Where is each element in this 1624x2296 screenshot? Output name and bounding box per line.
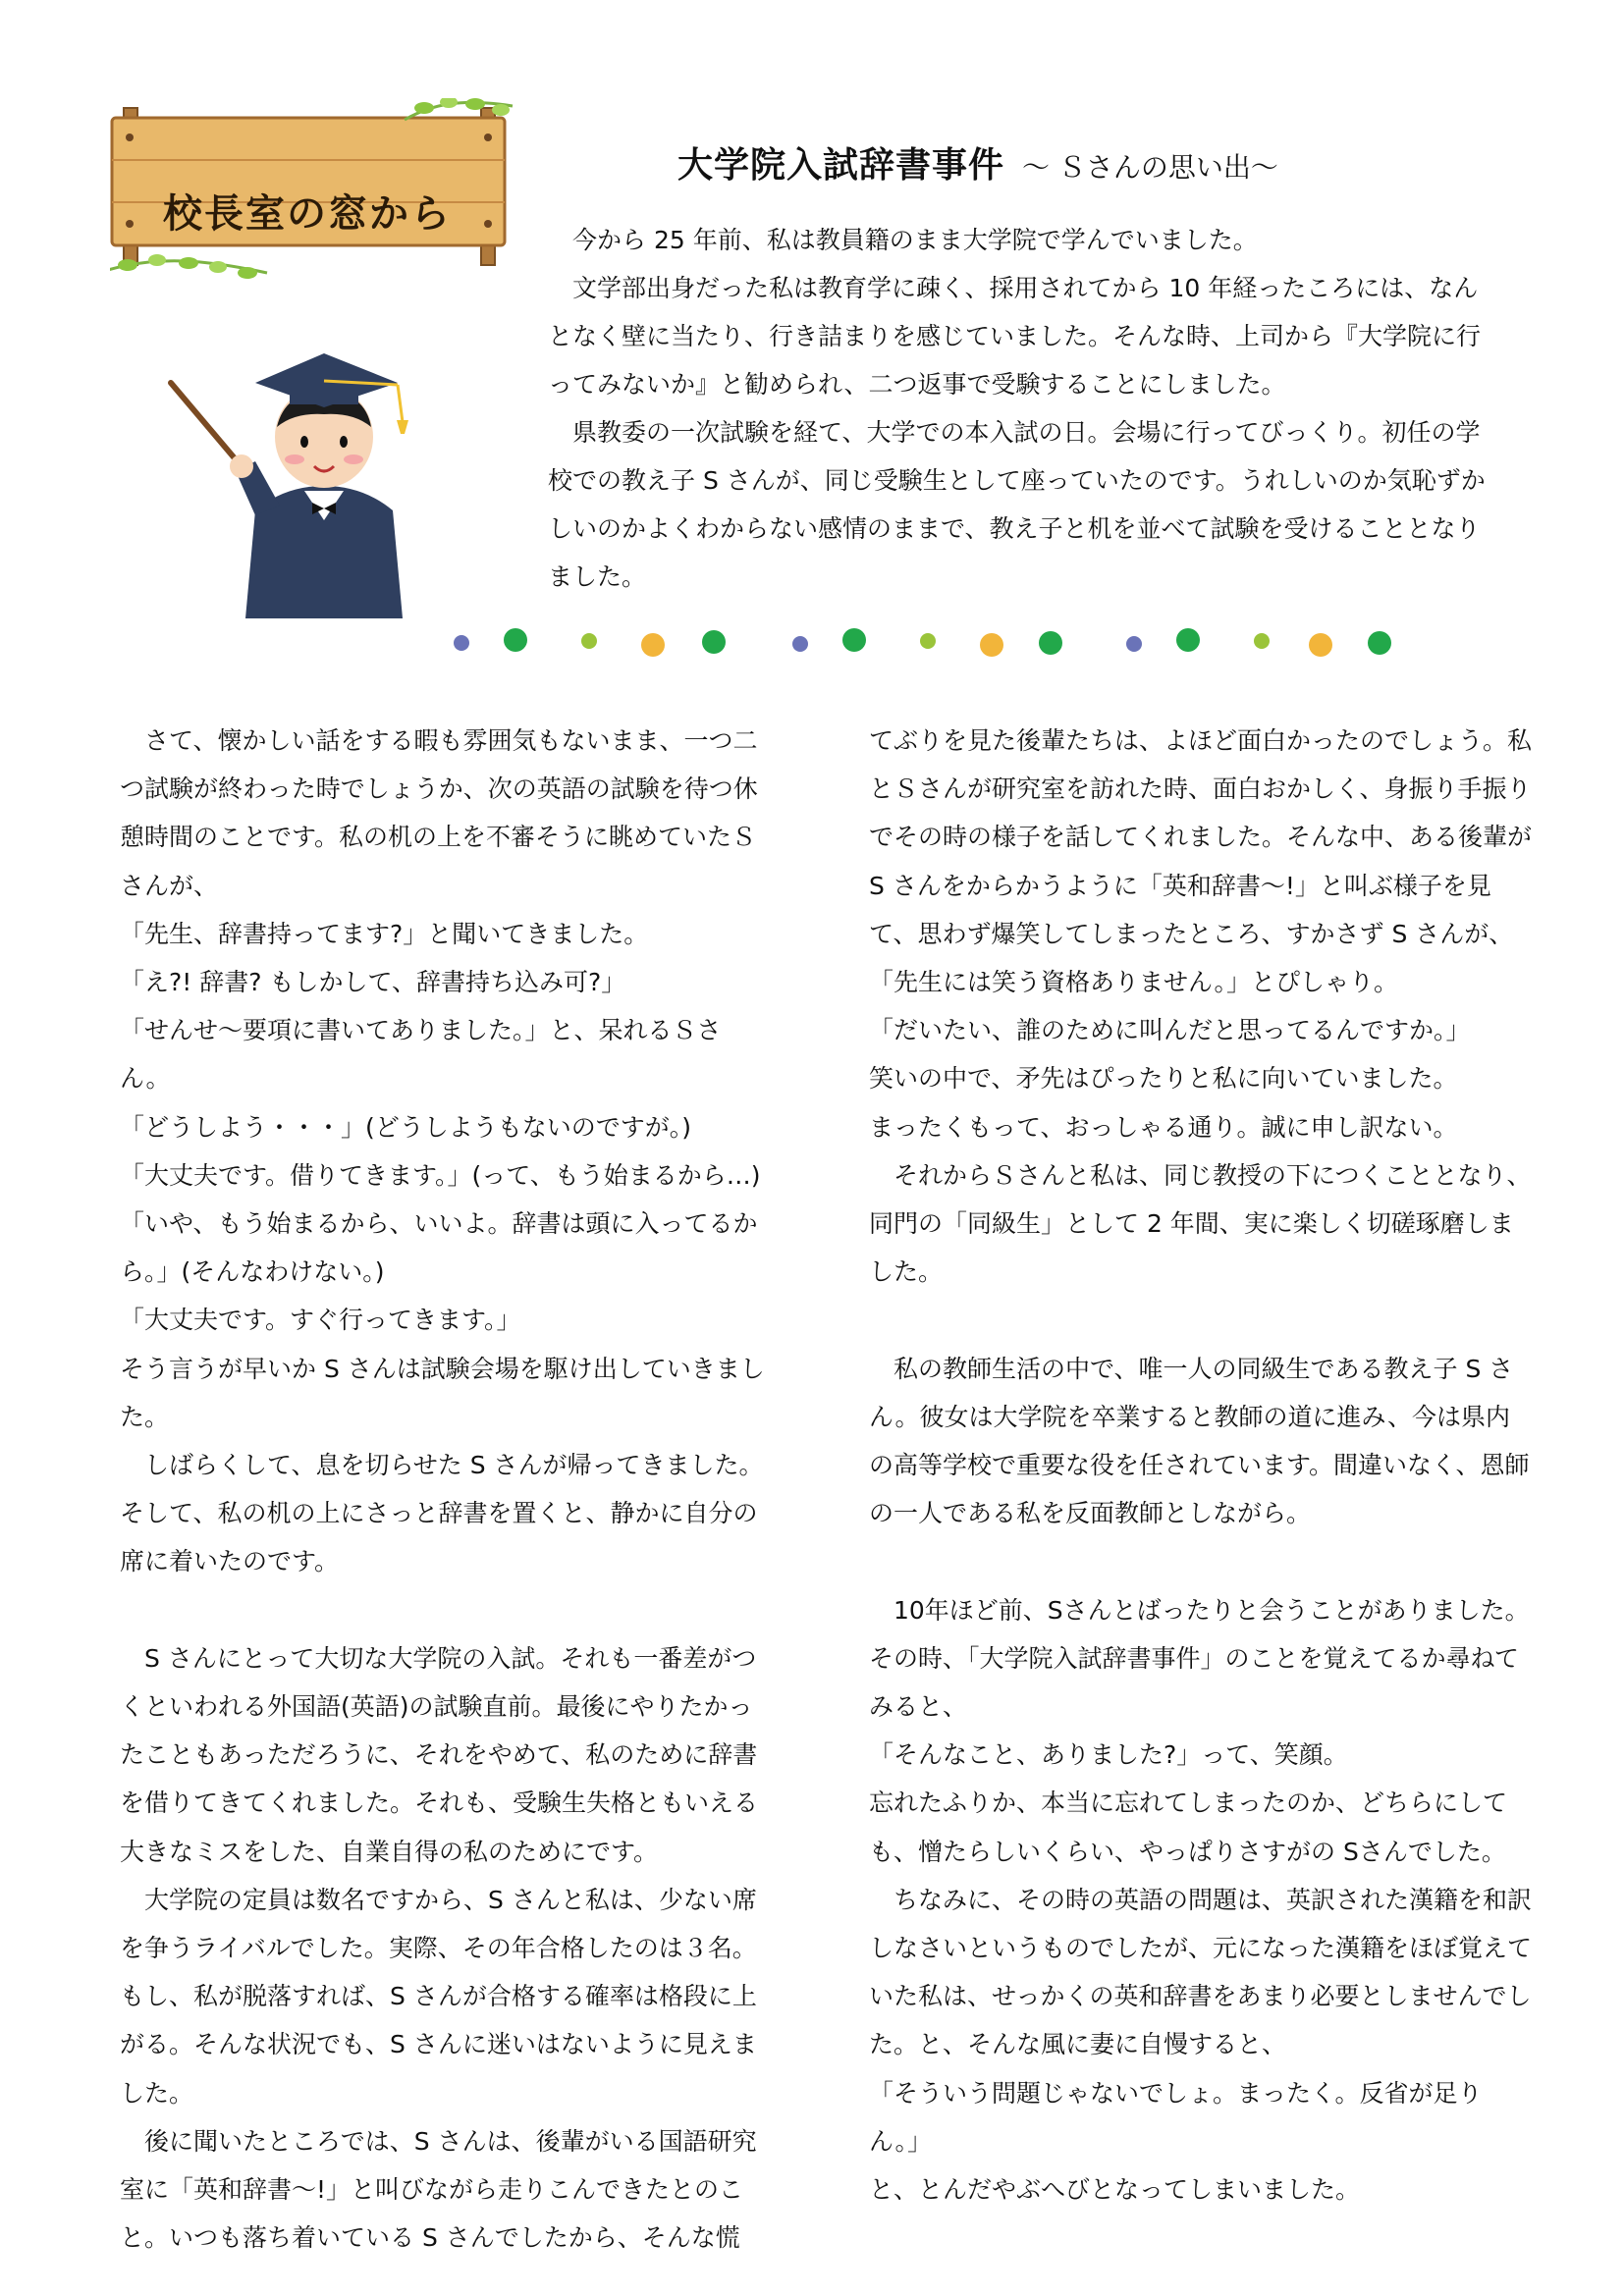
body-paragraph xyxy=(869,1537,1532,1585)
dot xyxy=(1176,628,1200,652)
dot xyxy=(1368,631,1391,655)
dot xyxy=(1039,631,1062,655)
body-paragraph: 「大丈夫です。借りてきます。」(って、もう始まるから…) xyxy=(120,1160,761,1190)
intro-paragraph: 文学部出身だった私は教育学に疎く、採用されてから 10 年経ったころには、なんとなく壁に当たり、行き詰まりを感じていました。そんな時、上司から『大学院に行ってみないか』と勧められ、二つ返事で受験することにしました。 xyxy=(548,274,1482,399)
body-paragraph xyxy=(120,1586,768,1634)
body-paragraph: 「いや、もう始まるから、いいよ。辞書は頭に入ってるから。」(そんなわけない。) xyxy=(120,1209,758,1287)
decorative-dots xyxy=(447,618,1409,667)
body-paragraph: 「だいたい、誰のために叫んだと思ってるんですか。」 xyxy=(869,1016,1471,1045)
body-column-right xyxy=(869,717,1532,2214)
body-paragraph: しばらくして、息を切らせた S さんが帰ってきました。そして、私の机の上にさっと辞書を置くと、静かに自分の席に着いたのです。 xyxy=(120,1451,764,1576)
intro-paragraph: 今から 25 年前、私は教員籍のまま大学院で学んでいました。 xyxy=(572,226,1258,254)
body-paragraph: 「そんなこと、ありました?」って、笑顔。 xyxy=(869,1740,1348,1770)
dot xyxy=(702,630,726,654)
article-title xyxy=(677,137,1424,187)
title-subtitle: ～ Ｓさんの思い出～ xyxy=(1022,151,1278,184)
dot xyxy=(641,633,665,657)
body-paragraph: 「どうしよう・・・」(どうしようもないのですが。) xyxy=(120,1112,692,1142)
dot xyxy=(842,628,866,652)
body-column-left xyxy=(120,717,768,2262)
body-paragraph: それからＳさんと私は、同じ教授の下につくこととなり、同門の「同級生」として 2 年間、実に楽しく切磋琢磨しました。 xyxy=(869,1160,1532,1287)
body-paragraph: 大学院の定員は数名ですから、S さんと私は、少ない席を争うライバルでした。実際、その年合格したのは３名。もし、私が脱落すれば、S さんが合格する確率は格段に上がる。そんな状況でも、S さんに迷いはないように見えました。 xyxy=(120,1885,757,2108)
dot xyxy=(454,635,469,651)
body-paragraph: そう言うが早いか S さんは試験会場を駆け出していきました。 xyxy=(120,1354,765,1431)
dot xyxy=(1254,633,1270,649)
body-paragraph: さて、懐かしい話をする暇も雰囲気もないまま、一つ二つ試験が終わった時でしょうか、次の英語の試験を待つ休憩時間のことです。私の机の上を不審そうに眺めていたＳさんが、 xyxy=(120,726,758,900)
body-paragraph: 「せんせ～要項に書いてありました。」と、呆れるＳさん。 xyxy=(120,1016,722,1094)
dot xyxy=(920,633,936,649)
body-paragraph: 「え?! 辞書? もしかして、辞書持ち込み可?」 xyxy=(120,968,626,997)
dot xyxy=(581,633,597,649)
intro-paragraph: 県教委の一次試験を経て、大学での本入試の日。会場に行ってびっくり。初任の学校での教え子 S さんが、同じ受験生として座っていたのです。うれしいのか気恥ずかしいのかよくわからない感情のままで、教え子と机を並べて試験を受けることとなりました。 xyxy=(548,418,1486,591)
intro-text xyxy=(548,216,1490,601)
graduate-teacher-illustration xyxy=(157,324,471,618)
sign-label: 校長室の窓から xyxy=(163,191,452,237)
body-paragraph: 笑いの中で、矛先はぴったりと私に向いていました。 xyxy=(869,1064,1458,1094)
dot xyxy=(1309,633,1332,657)
dot xyxy=(980,633,1003,657)
body-paragraph: と、とんだやぶへびとなってしまいました。 xyxy=(869,2175,1361,2205)
body-paragraph: 「そういう問題じゃないでしょ。まったく。反省が足りん。」 xyxy=(869,2078,1483,2156)
body-paragraph xyxy=(869,1296,1532,1344)
body-paragraph: 「先生、辞書持ってます?」と聞いてきました。 xyxy=(120,919,649,948)
body-paragraph: 忘れたふりか、本当に忘れてしまったのか、どちらにしても、憎たらしいくらい、やっぱりさすがの Sさんでした。 xyxy=(869,1789,1508,1866)
body-paragraph: 私の教師生活の中で、唯一人の同級生である教え子 S さん。彼女は大学院を卒業すると教師の道に進み、今は県内の高等学校で重要な役を任されています。間違いなく、恩師の一人である私を反面教師としながら。 xyxy=(869,1354,1530,1528)
body-paragraph: 「先生には笑う資格ありません。」とぴしゃり。 xyxy=(869,968,1399,997)
body-paragraph: てぶりを見た後輩たちは、よほど面白かったのでしょう。私とＳさんが研究室を訪れた時、面白おかしく、身振り手振りでその時の様子を話してくれました。そんな中、ある後輩が S さんをからかうように「英和辞書～!」と叫ぶ様子を見て、思わず爆笑してしまったところ、すかさず S さんが、 xyxy=(869,726,1533,948)
body-paragraph: 後に聞いたところでは、S さんは、後輩がいる国語研究室に「英和辞書～!」と叫びながら走りこんできたとのこと。いつも落ち着いている S さんでしたから、そんな慌 xyxy=(120,2126,757,2253)
body-paragraph: まったくもって、おっしゃる通り。誠に申し訳ない。 xyxy=(869,1112,1458,1142)
body-paragraph: 「大丈夫です。すぐ行ってきます。」 xyxy=(120,1306,521,1335)
dot xyxy=(504,628,527,652)
dot xyxy=(1126,636,1142,652)
body-paragraph: 10年ほど前、Sさんとばったりと会うことがありました。その時、「大学院入試辞書事件」のことを覚えてるか尋ねてみると、 xyxy=(869,1595,1530,1722)
body-paragraph: ちなみに、その時の英語の問題は、英訳された漢籍を和訳しなさいというものでしたが、元になった漢籍をほぼ覚えていた私は、せっかくの英和辞書をあまり必要としませんでした。と、そんな風に妻に自慢すると、 xyxy=(869,1885,1533,2059)
dot xyxy=(792,636,808,652)
body-paragraph: S さんにとって大切な大学院の入試。それも一番差がつくといわれる外国語(英語)の試験直前。最後にやりたかったこともあっただろうに、それをやめて、私のために辞書を借りてきてくれました。それも、受験生失格ともいえる大きなミスをした、自業自得の私のためにです。 xyxy=(120,1643,759,1866)
title-main: 大学院入試辞書事件 xyxy=(677,145,1005,186)
